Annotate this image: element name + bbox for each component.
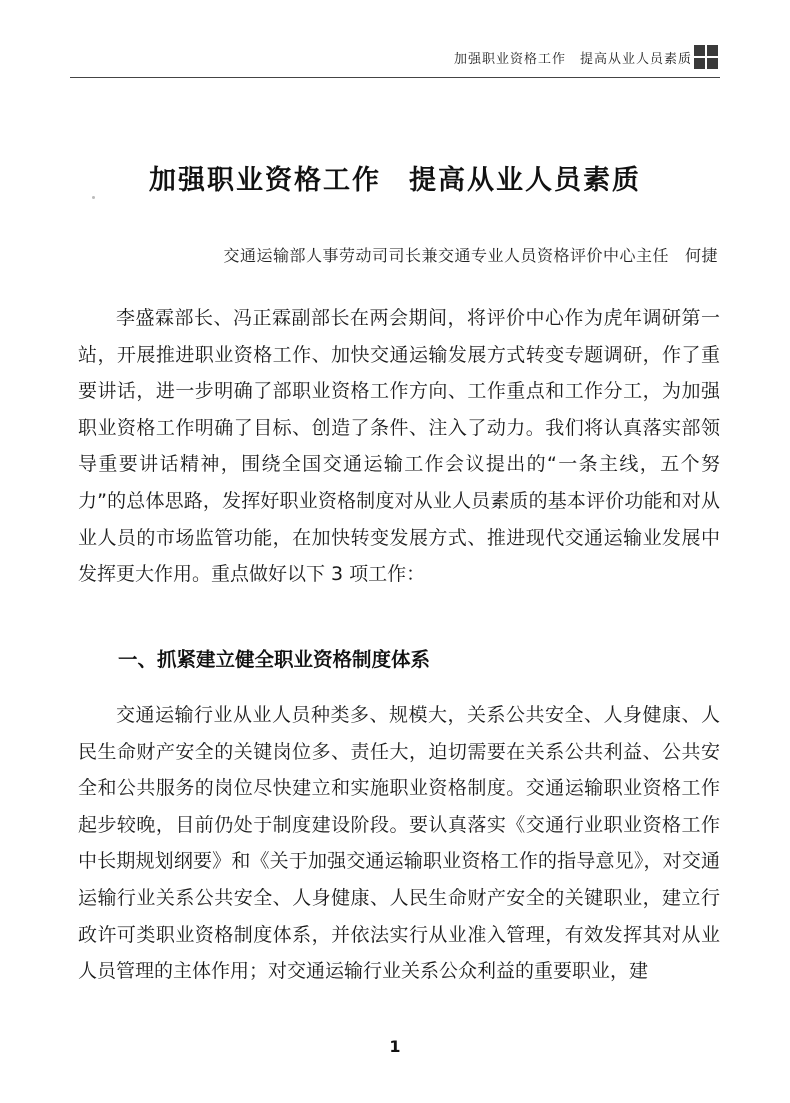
grid-squares-icon — [694, 45, 718, 69]
body-paragraph-1: 李盛霖部长、冯正霖副部长在两会期间，将评价中心作为虎年调研第一站，开展推进职业资格工作、加快交通运输发展方式转变专题调研，作了重要讲话，进一步明确了部职业资格工作方向、工作重点和工作分工，为加强职业资格工作明确了目标、创造了条件、注入了动力。我们将认真落实部领导重要讲话精神，围绕全国交通运输工作会议提出的“一条主线，五个努力”的总体思路，发挥好职业资格制度对从业人员素质的基本评价功能和对从业人员的市场监管功能，在加快转变发展方式、推进现代交通运输业发展中发挥更大作用。重点做好以下 3 项工作： — [78, 307, 720, 586]
page-number: 1 — [389, 1037, 401, 1056]
section-heading: 一、抓紧建立健全职业资格制度体系 — [118, 648, 431, 671]
author-position: 交通运输部人事劳动司司长兼交通专业人员资格评价中心主任 — [223, 246, 669, 265]
page-title-part-2: 提高从业人员素质 — [409, 165, 641, 196]
author-byline — [223, 243, 718, 266]
running-header-left: 加强职业资格工作 — [453, 52, 566, 67]
header-divider — [70, 77, 720, 78]
running-header — [454, 48, 692, 67]
running-header-right: 提高从业人员素质 — [579, 52, 692, 67]
page-title — [0, 158, 790, 197]
body-paragraph-2: 交通运输行业从业人员种类多、规模大，关系公共安全、人身健康、人民生命财产安全的关键岗位多、责任大，迫切需要在关系公共利益、公共安全和公共服务的岗位尽快建立和实施职业资格制度。交通运输职业资格工作起步较晚，目前仍处于制度建设阶段。要认真落实《交通行业职业资格工作中长期规划纲要》和《关于加强交通运输职业资格工作的指导意见》，对交通运输行业关系公共安全、人身健康、人民生命财产安全的关键职业，建立行政许可类职业资格制度体系，并依法实行从业准入管理，有效发挥其对从业人员管理的主体作用；对交通运输行业关系公众利益的重要职业，建 — [78, 704, 720, 983]
page-title-part-1: 加强职业资格工作 — [149, 165, 381, 196]
author-name: 何捷 — [684, 246, 718, 265]
